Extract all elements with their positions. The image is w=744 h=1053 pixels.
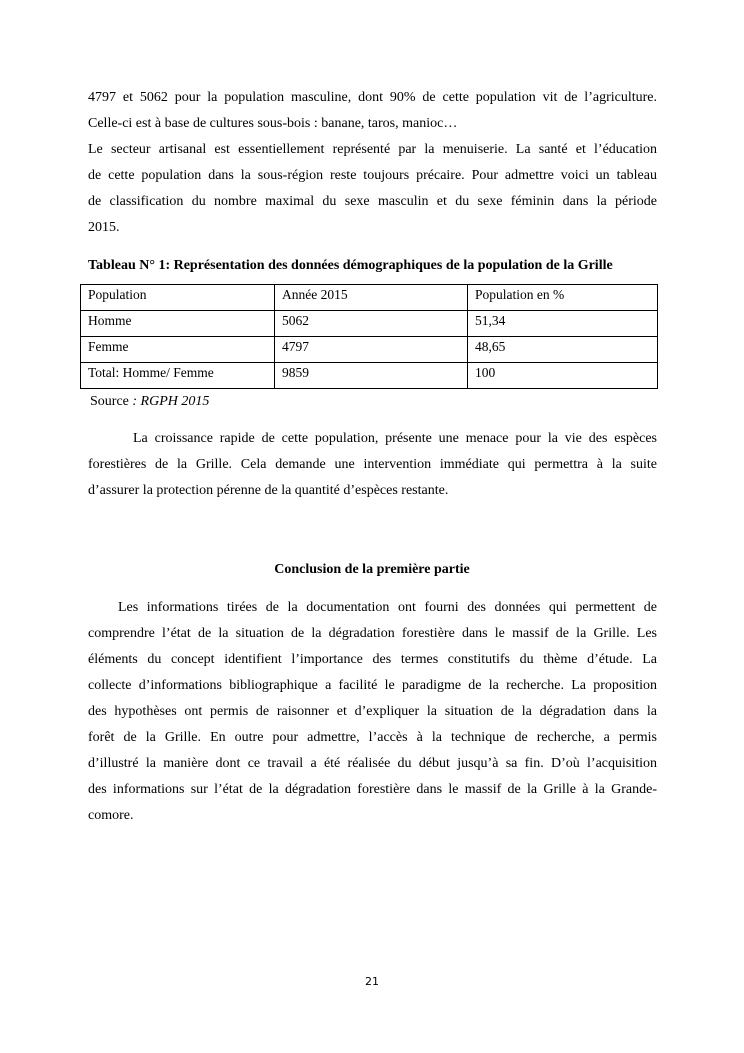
demographic-table — [80, 284, 658, 389]
text-line: de classification du nombre maximal du sexe masculin et du sexe féminin dans la période — [88, 194, 657, 209]
table-header-cell: Année 2015 — [275, 285, 468, 311]
text-line: Celle-ci est à base de cultures sous-bois : banane, taros, manioc… — [88, 116, 458, 131]
table-cell: Femme — [81, 337, 275, 363]
table-cell: 48,65 — [468, 337, 658, 363]
section-heading: Conclusion de la première partie — [274, 562, 470, 577]
source-value: : RGPH 2015 — [132, 394, 210, 409]
text-line: d’assurer la protection pérenne de la quantité d’espèces restante. — [88, 483, 449, 498]
text-line: des hypothèses ont permis de raisonner et d’expliquer la situation de la dégradation dans la — [88, 704, 657, 719]
table-row — [81, 311, 658, 337]
table-cell: 4797 — [275, 337, 468, 363]
table-cell: 9859 — [275, 363, 468, 389]
growth-paragraph — [88, 426, 657, 504]
table-cell: 51,34 — [468, 311, 658, 337]
text-line: forêt de la Grille. En outre pour admettre, l’accès à la technique de recherche, a permis — [88, 730, 657, 745]
text-line: La croissance rapide de cette population, présente une menace pour la vie des espèces — [133, 431, 657, 446]
table-header-row — [81, 285, 658, 311]
text-line: 2015. — [88, 220, 120, 235]
text-line: forestières de la Grille. Cela demande une intervention immédiate qui permettra à la suite — [88, 457, 657, 472]
table-header-cell: Population en % — [468, 285, 658, 311]
text-line: 4797 et 5062 pour la population masculine, dont 90% de cette population vit de l’agriculture. — [88, 90, 657, 105]
text-line: Les informations tirées de la documentation ont fourni des données qui permettent de — [118, 600, 657, 615]
source-label: Source — [90, 394, 129, 409]
text-line: éléments du concept identifient l’importance des termes constitutifs du thème d’étude. La — [88, 652, 657, 667]
text-line: comore. — [88, 808, 134, 823]
intro-paragraph — [88, 85, 657, 241]
text-line: de cette population dans la sous-région reste toujours précaire. Pour admettre voici un tableau — [88, 168, 657, 183]
conclusion-paragraph — [88, 595, 657, 829]
table-header-cell: Population — [81, 285, 275, 311]
table-source — [90, 389, 209, 415]
text-line: des informations sur l’état de la dégradation forestière dans le massif de la Grille à la Grande- — [88, 782, 657, 797]
table-row — [81, 363, 658, 389]
table-caption: Tableau N° 1: Représentation des données démographiques de la population de la Grille — [88, 258, 613, 273]
table-row — [81, 337, 658, 363]
text-line: comprendre l’état de la situation de la dégradation forestière dans le massif de la Grille. Les — [88, 626, 657, 641]
text-line: Le secteur artisanal est essentiellement représenté par la menuiserie. La santé et l’éducation — [88, 142, 657, 157]
table-cell: 100 — [468, 363, 658, 389]
table-cell: 5062 — [275, 311, 468, 337]
page-number: 21 — [365, 975, 379, 988]
table-cell: Homme — [81, 311, 275, 337]
table-cell: Total: Homme/ Femme — [81, 363, 275, 389]
text-line: d’illustré la manière dont ce travail a été réalisée du début jusqu’à sa fin. D’où l’acquisition — [88, 756, 657, 771]
text-line: collecte d’informations bibliographique a facilité le paradigme de la recherche. La proposition — [88, 678, 657, 693]
